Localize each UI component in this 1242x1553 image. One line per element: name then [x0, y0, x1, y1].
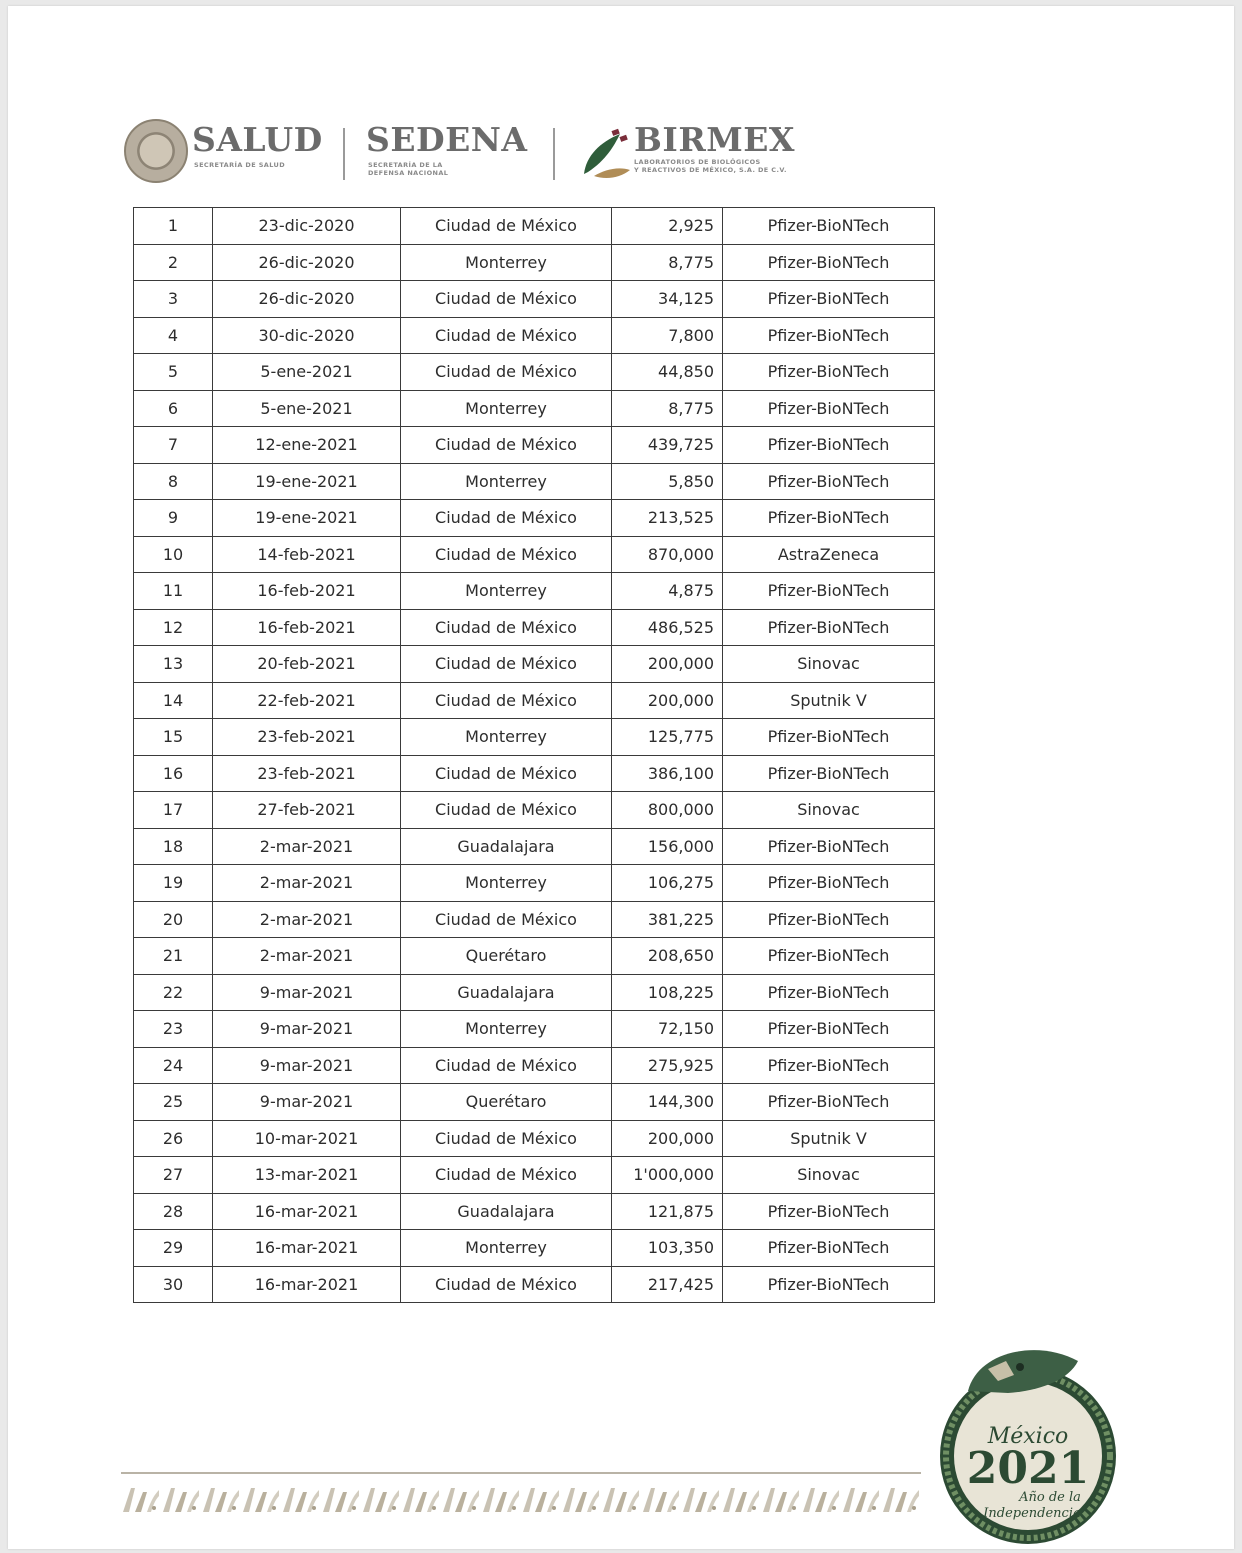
- date-cell: 9-mar-2021: [213, 1011, 401, 1048]
- table-row: [134, 1011, 935, 1048]
- table-row: [134, 974, 935, 1011]
- table-row: [134, 865, 935, 902]
- birmex-logo-subtitle-2: Y REACTIVOS DE MÉXICO, S.A. DE C.V.: [634, 166, 787, 174]
- doses-cell: 34,125: [612, 281, 723, 318]
- document-page: [8, 6, 1234, 1549]
- date-cell: 22-feb-2021: [213, 682, 401, 719]
- date-cell: 26-dic-2020: [213, 244, 401, 281]
- row-number-cell: 30: [134, 1266, 213, 1303]
- vaccine-shipments-table: [133, 207, 935, 1303]
- mexico-coat-of-arms-seal-icon: [124, 119, 188, 183]
- salud-logo-title: SALUD: [192, 120, 323, 159]
- date-cell: 16-mar-2021: [213, 1230, 401, 1267]
- date-cell: 2-mar-2021: [213, 938, 401, 975]
- row-number-cell: 5: [134, 354, 213, 391]
- table-row: [134, 536, 935, 573]
- date-cell: 9-mar-2021: [213, 1047, 401, 1084]
- date-cell: 12-ene-2021: [213, 427, 401, 464]
- sedena-logo-title: SEDENA: [366, 120, 528, 159]
- vaccine-cell: Pfizer-BioNTech: [723, 1011, 935, 1048]
- table-row: [134, 573, 935, 610]
- doses-cell: 125,775: [612, 719, 723, 756]
- vaccine-cell: Pfizer-BioNTech: [723, 1047, 935, 1084]
- vaccine-cell: Pfizer-BioNTech: [723, 390, 935, 427]
- vaccine-cell: Pfizer-BioNTech: [723, 1084, 935, 1121]
- table-row: [134, 792, 935, 829]
- doses-cell: 870,000: [612, 536, 723, 573]
- vaccine-cell: Pfizer-BioNTech: [723, 281, 935, 318]
- row-number-cell: 26: [134, 1120, 213, 1157]
- table-row: [134, 390, 935, 427]
- row-number-cell: 22: [134, 974, 213, 1011]
- date-cell: 23-dic-2020: [213, 208, 401, 245]
- logo-divider: [553, 128, 555, 180]
- mexico-2021-emblem: [928, 1331, 1128, 1553]
- city-cell: Ciudad de México: [401, 317, 612, 354]
- doses-cell: 5,850: [612, 463, 723, 500]
- table-row: [134, 500, 935, 537]
- row-number-cell: 4: [134, 317, 213, 354]
- vaccine-cell: Pfizer-BioNTech: [723, 354, 935, 391]
- table-row: [134, 755, 935, 792]
- date-cell: 27-feb-2021: [213, 792, 401, 829]
- footer-decorative-pattern: [121, 1482, 921, 1516]
- row-number-cell: 27: [134, 1157, 213, 1194]
- date-cell: 23-feb-2021: [213, 719, 401, 756]
- table-row: [134, 1193, 935, 1230]
- city-cell: Ciudad de México: [401, 682, 612, 719]
- row-number-cell: 9: [134, 500, 213, 537]
- date-cell: 2-mar-2021: [213, 865, 401, 902]
- date-cell: 16-mar-2021: [213, 1193, 401, 1230]
- vaccine-cell: Sputnik V: [723, 682, 935, 719]
- date-cell: 10-mar-2021: [213, 1120, 401, 1157]
- vaccine-cell: Pfizer-BioNTech: [723, 208, 935, 245]
- doses-cell: 381,225: [612, 901, 723, 938]
- doses-cell: 106,275: [612, 865, 723, 902]
- city-cell: Guadalajara: [401, 828, 612, 865]
- vaccine-cell: Pfizer-BioNTech: [723, 1193, 935, 1230]
- table-row: [134, 1157, 935, 1194]
- table-row: [134, 427, 935, 464]
- city-cell: Querétaro: [401, 1084, 612, 1121]
- vaccine-cell: Pfizer-BioNTech: [723, 755, 935, 792]
- city-cell: Guadalajara: [401, 1193, 612, 1230]
- table-row: [134, 244, 935, 281]
- city-cell: Monterrey: [401, 573, 612, 610]
- city-cell: Ciudad de México: [401, 281, 612, 318]
- table-row: [134, 828, 935, 865]
- emblem-mexico-text: México: [987, 1424, 1069, 1449]
- city-cell: Querétaro: [401, 938, 612, 975]
- vaccine-cell: Pfizer-BioNTech: [723, 938, 935, 975]
- doses-cell: 200,000: [612, 682, 723, 719]
- doses-cell: 8,775: [612, 244, 723, 281]
- header-logos: [8, 6, 1234, 206]
- row-number-cell: 1: [134, 208, 213, 245]
- doses-cell: 439,725: [612, 427, 723, 464]
- doses-cell: 275,925: [612, 1047, 723, 1084]
- row-number-cell: 6: [134, 390, 213, 427]
- doses-cell: 44,850: [612, 354, 723, 391]
- doses-cell: 200,000: [612, 646, 723, 683]
- city-cell: Ciudad de México: [401, 354, 612, 391]
- birmex-logo-subtitle-1: LABORATORIOS DE BIOLÓGICOS: [634, 158, 761, 166]
- date-cell: 30-dic-2020: [213, 317, 401, 354]
- table-row: [134, 1230, 935, 1267]
- row-number-cell: 21: [134, 938, 213, 975]
- city-cell: Ciudad de México: [401, 1266, 612, 1303]
- row-number-cell: 14: [134, 682, 213, 719]
- vaccine-cell: Sinovac: [723, 792, 935, 829]
- sedena-logo-subtitle-2: DEFENSA NACIONAL: [368, 169, 449, 177]
- city-cell: Monterrey: [401, 463, 612, 500]
- vaccine-cell: Pfizer-BioNTech: [723, 317, 935, 354]
- date-cell: 5-ene-2021: [213, 354, 401, 391]
- date-cell: 5-ene-2021: [213, 390, 401, 427]
- city-cell: Monterrey: [401, 1011, 612, 1048]
- doses-cell: 208,650: [612, 938, 723, 975]
- table-row: [134, 208, 935, 245]
- date-cell: 16-feb-2021: [213, 573, 401, 610]
- row-number-cell: 17: [134, 792, 213, 829]
- table-row: [134, 281, 935, 318]
- row-number-cell: 3: [134, 281, 213, 318]
- doses-cell: 200,000: [612, 1120, 723, 1157]
- row-number-cell: 13: [134, 646, 213, 683]
- city-cell: Monterrey: [401, 719, 612, 756]
- birmex-logo-title: BIRMEX: [634, 120, 796, 159]
- city-cell: Ciudad de México: [401, 1157, 612, 1194]
- doses-cell: 2,925: [612, 208, 723, 245]
- table-row: [134, 354, 935, 391]
- city-cell: Monterrey: [401, 244, 612, 281]
- city-cell: Ciudad de México: [401, 901, 612, 938]
- table-row: [134, 317, 935, 354]
- vaccine-cell: Pfizer-BioNTech: [723, 828, 935, 865]
- table-row: [134, 682, 935, 719]
- city-cell: Ciudad de México: [401, 500, 612, 537]
- vaccine-cell: Pfizer-BioNTech: [723, 865, 935, 902]
- city-cell: Ciudad de México: [401, 1047, 612, 1084]
- birmex-leaf-icon: [578, 126, 634, 182]
- doses-cell: 4,875: [612, 573, 723, 610]
- row-number-cell: 20: [134, 901, 213, 938]
- row-number-cell: 16: [134, 755, 213, 792]
- city-cell: Ciudad de México: [401, 792, 612, 829]
- city-cell: Ciudad de México: [401, 536, 612, 573]
- date-cell: 13-mar-2021: [213, 1157, 401, 1194]
- doses-cell: 800,000: [612, 792, 723, 829]
- doses-cell: 72,150: [612, 1011, 723, 1048]
- vaccine-cell: Pfizer-BioNTech: [723, 1230, 935, 1267]
- table-row: [134, 1084, 935, 1121]
- vaccine-cell: Pfizer-BioNTech: [723, 609, 935, 646]
- salud-logo-subtitle: SECRETARÍA DE SALUD: [194, 161, 286, 169]
- city-cell: Ciudad de México: [401, 208, 612, 245]
- vaccine-cell: Sputnik V: [723, 1120, 935, 1157]
- date-cell: 9-mar-2021: [213, 974, 401, 1011]
- emblem-independencia-text: Independencia: [983, 1506, 1081, 1521]
- date-cell: 23-feb-2021: [213, 755, 401, 792]
- vaccine-cell: Pfizer-BioNTech: [723, 974, 935, 1011]
- table-row: [134, 463, 935, 500]
- city-cell: Ciudad de México: [401, 755, 612, 792]
- doses-cell: 121,875: [612, 1193, 723, 1230]
- date-cell: 19-ene-2021: [213, 500, 401, 537]
- date-cell: 26-dic-2020: [213, 281, 401, 318]
- table-row: [134, 1266, 935, 1303]
- table-row: [134, 609, 935, 646]
- doses-cell: 144,300: [612, 1084, 723, 1121]
- table-row: [134, 938, 935, 975]
- date-cell: 2-mar-2021: [213, 828, 401, 865]
- row-number-cell: 15: [134, 719, 213, 756]
- row-number-cell: 11: [134, 573, 213, 610]
- row-number-cell: 19: [134, 865, 213, 902]
- doses-cell: 103,350: [612, 1230, 723, 1267]
- row-number-cell: 24: [134, 1047, 213, 1084]
- vaccine-cell: Pfizer-BioNTech: [723, 719, 935, 756]
- row-number-cell: 2: [134, 244, 213, 281]
- row-number-cell: 10: [134, 536, 213, 573]
- city-cell: Monterrey: [401, 1230, 612, 1267]
- doses-cell: 1'000,000: [612, 1157, 723, 1194]
- vaccine-cell: Pfizer-BioNTech: [723, 427, 935, 464]
- doses-cell: 213,525: [612, 500, 723, 537]
- table-row: [134, 901, 935, 938]
- table-row: [134, 646, 935, 683]
- emblem-year-text: 2021: [966, 1443, 1090, 1494]
- city-cell: Ciudad de México: [401, 427, 612, 464]
- city-cell: Ciudad de México: [401, 1120, 612, 1157]
- logo-divider: [343, 128, 345, 180]
- row-number-cell: 29: [134, 1230, 213, 1267]
- date-cell: 16-mar-2021: [213, 1266, 401, 1303]
- doses-cell: 7,800: [612, 317, 723, 354]
- date-cell: 9-mar-2021: [213, 1084, 401, 1121]
- city-cell: Guadalajara: [401, 974, 612, 1011]
- vaccine-cell: Sinovac: [723, 1157, 935, 1194]
- vaccine-cell: Pfizer-BioNTech: [723, 463, 935, 500]
- date-cell: 2-mar-2021: [213, 901, 401, 938]
- table-row: [134, 1047, 935, 1084]
- doses-cell: 8,775: [612, 390, 723, 427]
- footer-rule: [121, 1472, 921, 1474]
- vaccine-cell: Pfizer-BioNTech: [723, 1266, 935, 1303]
- doses-cell: 386,100: [612, 755, 723, 792]
- doses-cell: 486,525: [612, 609, 723, 646]
- vaccine-cell: Pfizer-BioNTech: [723, 500, 935, 537]
- vaccine-cell: AstraZeneca: [723, 536, 935, 573]
- table-row: [134, 719, 935, 756]
- doses-cell: 108,225: [612, 974, 723, 1011]
- row-number-cell: 28: [134, 1193, 213, 1230]
- date-cell: 19-ene-2021: [213, 463, 401, 500]
- doses-cell: 156,000: [612, 828, 723, 865]
- sedena-logo-subtitle-1: SECRETARÍA DE LA: [368, 161, 443, 169]
- row-number-cell: 12: [134, 609, 213, 646]
- row-number-cell: 23: [134, 1011, 213, 1048]
- city-cell: Ciudad de México: [401, 646, 612, 683]
- table-body: [134, 208, 935, 1303]
- city-cell: Monterrey: [401, 390, 612, 427]
- table-row: [134, 1120, 935, 1157]
- row-number-cell: 8: [134, 463, 213, 500]
- vaccine-cell: Pfizer-BioNTech: [723, 244, 935, 281]
- date-cell: 16-feb-2021: [213, 609, 401, 646]
- vaccine-cell: Pfizer-BioNTech: [723, 901, 935, 938]
- row-number-cell: 18: [134, 828, 213, 865]
- vaccine-cell: Pfizer-BioNTech: [723, 573, 935, 610]
- date-cell: 20-feb-2021: [213, 646, 401, 683]
- row-number-cell: 7: [134, 427, 213, 464]
- emblem-ano-de-la-text: Año de la: [1019, 1490, 1081, 1505]
- vaccine-cell: Sinovac: [723, 646, 935, 683]
- row-number-cell: 25: [134, 1084, 213, 1121]
- date-cell: 14-feb-2021: [213, 536, 401, 573]
- city-cell: Monterrey: [401, 865, 612, 902]
- city-cell: Ciudad de México: [401, 609, 612, 646]
- doses-cell: 217,425: [612, 1266, 723, 1303]
